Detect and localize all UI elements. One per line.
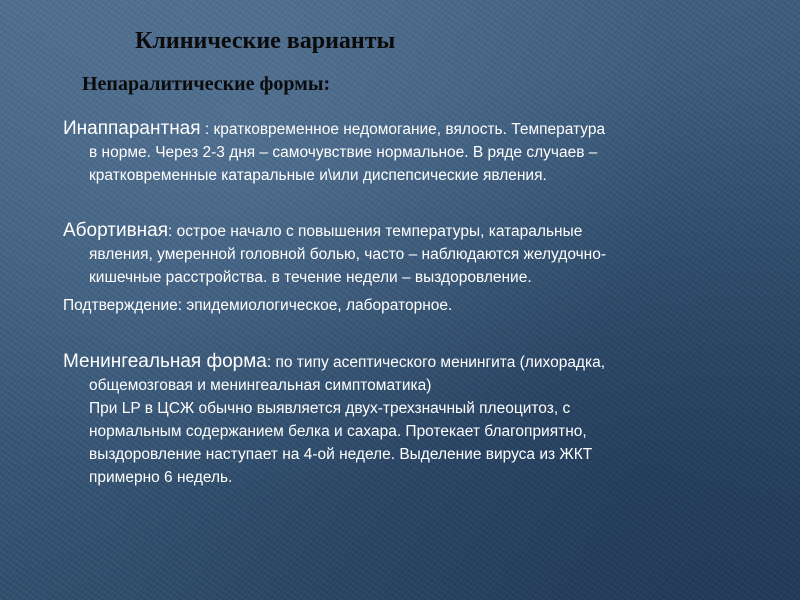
meningeal-line-5: выздоровление наступает на 4-ой неделе. Выделение вируса из ЖКТ (89, 446, 593, 463)
abortive-line-2: явления, умеренной головной болью, часто – наблюдаются желудочно- (89, 246, 607, 263)
inapparent-first-line (63, 117, 788, 141)
inapparent-form-paragraph (63, 117, 788, 187)
meningeal-form-paragraph (63, 350, 788, 489)
inapparent-term: Инаппарантная (63, 118, 201, 139)
abortive-first-line (63, 219, 788, 243)
meningeal-first-line (63, 350, 788, 374)
abortive-line-3: кишечные расстройства. в течение недели – выздоровление. (89, 269, 532, 286)
meningeal-line-2: общемозговая и менингеальная симптоматика) (89, 377, 432, 394)
abortive-form-paragraph (63, 219, 788, 289)
confirmation-line: Подтверждение: эпидемиологическое, лабораторное. (63, 297, 453, 314)
meningeal-line-6: примерно 6 недель. (89, 469, 233, 486)
meningeal-line-1: : по типу асептического менингита (лихорадка, (266, 354, 606, 371)
meningeal-line-4: нормальным содержанием белка и сахара. Протекает благоприятно, (89, 423, 587, 440)
inapparent-line-2: в норме. Через 2-3 дня – самочувствие нормальное. В ряде случаев – (89, 144, 598, 161)
inapparent-line-3: кратковременные катаральные и\или диспепсические явления. (89, 167, 547, 184)
meningeal-line-3: При LP в ЦСЖ обычно выявляется двух-трехзначный плеоцитоз, с (89, 400, 571, 417)
inapparent-line-1: : кратковременное недомогание, вялость. Температура (200, 121, 606, 138)
abortive-term: Абортивная (63, 220, 169, 241)
abortive-line-1: : острое начало с повышения температуры, катаральные (168, 223, 583, 240)
slide-title: Клинические варианты (135, 28, 396, 54)
confirmation-paragraph (63, 294, 788, 317)
slide-subtitle: Непаралитические формы: (82, 73, 331, 95)
meningeal-term: Менингеальная форма (63, 351, 267, 372)
